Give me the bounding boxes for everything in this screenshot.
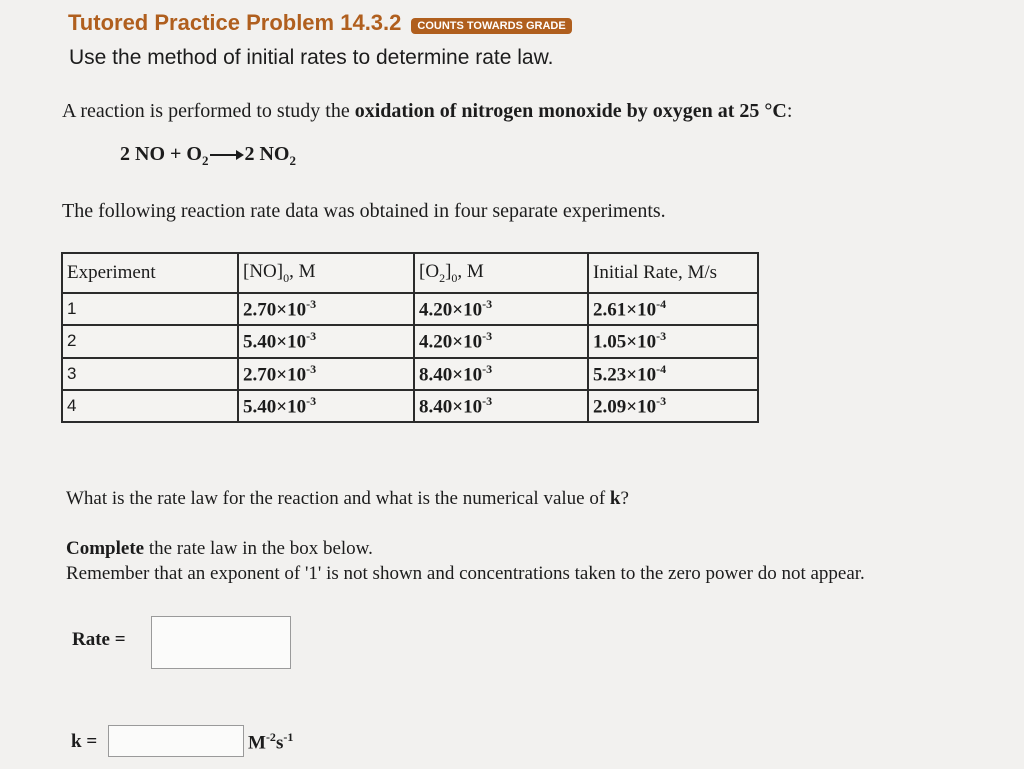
cell-o2: $8.40\times 10^{-3}$ xyxy=(414,390,588,422)
k-value-input[interactable] xyxy=(108,725,244,757)
instruction-line-2: Remember that an exponent of '1' is not shown and concentrations taken to the zero power do not appear. xyxy=(66,563,865,584)
data-note: The following reaction rate data was obtained in four separate experiments. xyxy=(62,200,666,222)
table-header-row xyxy=(62,253,758,293)
intro-bold: oxidation of nitrogen monoxide by oxygen at 25 °C xyxy=(354,100,787,122)
cell-rate: $2.61\times 10^{-4}$ xyxy=(588,293,758,325)
equation-product: 2 NO xyxy=(244,143,290,165)
page-subtitle: Use the method of initial rates to determine rate law. xyxy=(69,46,554,69)
equation-reactants: 2 NO + O xyxy=(120,143,202,165)
cell-experiment: 4 xyxy=(62,390,238,422)
equation-reactant-subscript: 2 xyxy=(201,153,209,168)
cell-no: $2.70\times 10^{-3}$ xyxy=(238,358,414,390)
cell-no: $5.40\times 10^{-3}$ xyxy=(238,325,414,357)
intro-prefix: A reaction is performed to study the xyxy=(62,100,355,122)
intro-suffix: : xyxy=(786,100,793,122)
reaction-arrow-icon xyxy=(210,154,242,156)
header-experiment: Experiment xyxy=(62,253,238,293)
cell-o2: $8.40\times 10^{-3}$ xyxy=(414,358,588,390)
counts-towards-grade-badge: COUNTS TOWARDS GRADE xyxy=(411,18,571,34)
header-o2-concentration: $[O_2]_0$, M xyxy=(414,253,588,293)
cell-experiment: 2 xyxy=(62,325,238,357)
rate-label: Rate = xyxy=(72,629,126,650)
header-initial-rate: Initial Rate, M/s xyxy=(588,253,758,293)
table-row xyxy=(62,293,758,325)
rate-data-table xyxy=(61,252,759,423)
reaction-equation xyxy=(120,143,296,169)
cell-o2: $4.20\times 10^{-3}$ xyxy=(414,325,588,357)
table-row xyxy=(62,390,758,422)
header-no-concentration: $[NO]_0$, M xyxy=(238,253,414,293)
title-row xyxy=(68,10,572,36)
instruction-line-1: Complete the rate law in the box below. xyxy=(66,538,373,559)
instruction-bold: Complete xyxy=(66,538,145,559)
k-label: k = xyxy=(71,731,98,752)
cell-rate: $2.09\times 10^{-3}$ xyxy=(588,390,758,422)
equation-product-subscript: 2 xyxy=(289,153,296,168)
k-units: $M^{-2}s^{-1}$ xyxy=(248,730,294,754)
cell-experiment: 1 xyxy=(62,293,238,325)
page-title: Tutored Practice Problem 14.3.2 xyxy=(68,10,402,35)
question-text: What is the rate law for the reaction and what is the numerical value of k? xyxy=(66,488,629,509)
cell-experiment: 3 xyxy=(62,358,238,390)
cell-rate: $5.23\times 10^{-4}$ xyxy=(588,358,758,390)
table-row xyxy=(62,358,758,390)
problem-intro xyxy=(62,100,792,123)
rate-law-input[interactable] xyxy=(151,616,291,669)
table-row xyxy=(62,325,758,357)
cell-o2: $4.20\times 10^{-3}$ xyxy=(414,293,588,325)
cell-no: $5.40\times 10^{-3}$ xyxy=(238,390,414,422)
question-k: k xyxy=(609,488,621,509)
cell-no: $2.70\times 10^{-3}$ xyxy=(238,293,414,325)
cell-rate: $1.05\times 10^{-3}$ xyxy=(588,325,758,357)
